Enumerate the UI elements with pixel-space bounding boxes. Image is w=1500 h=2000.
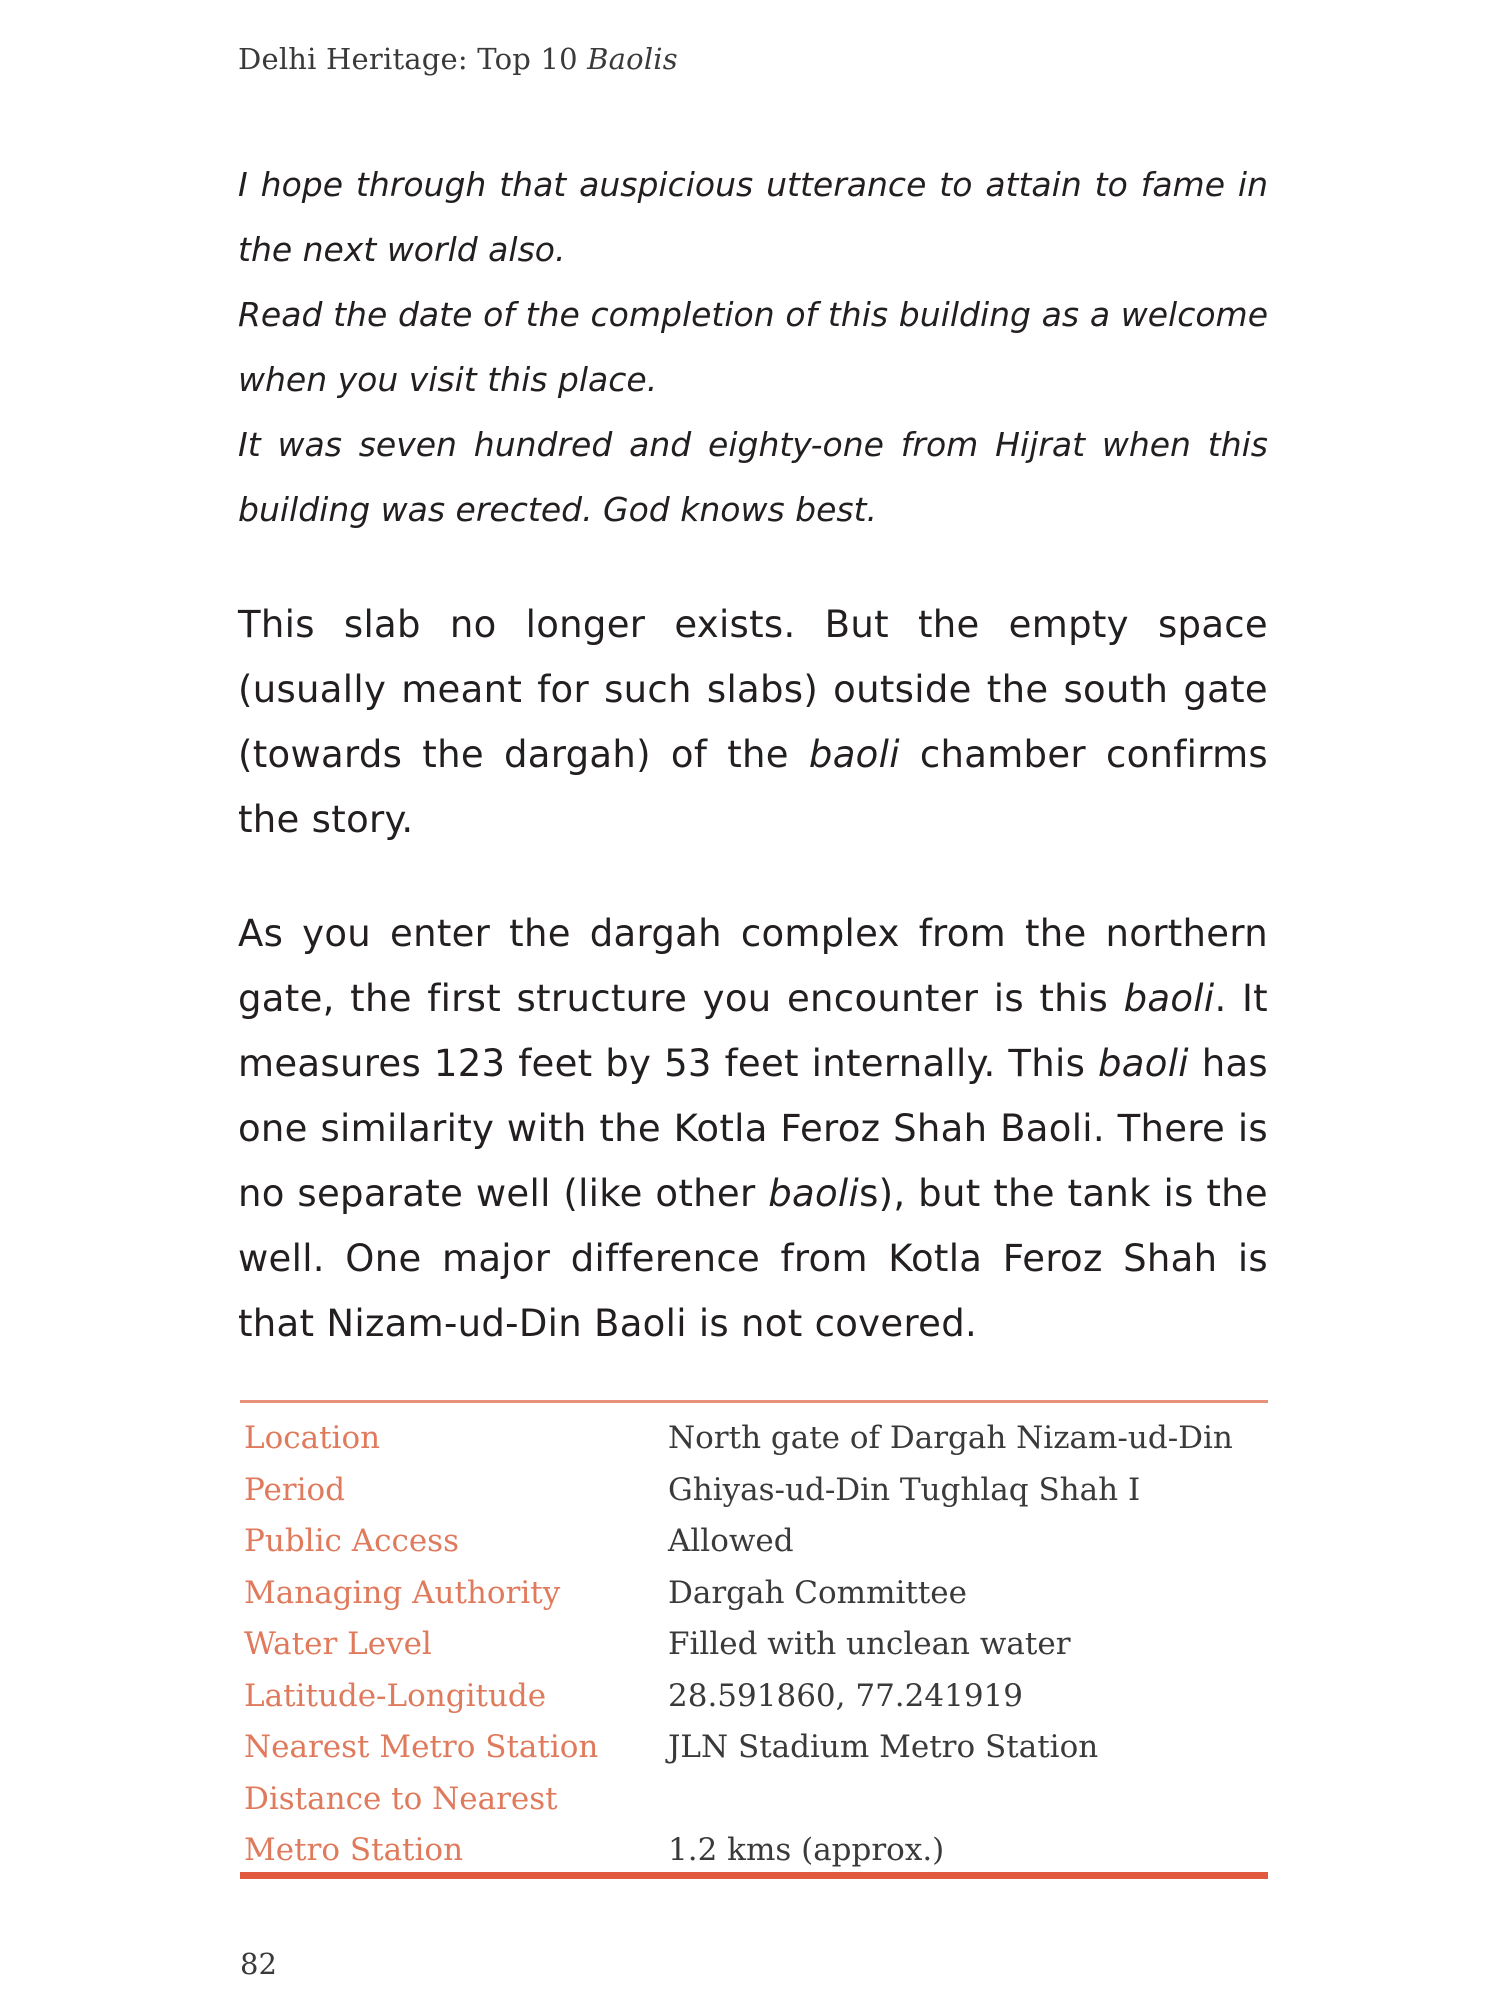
inscription-verse <box>238 152 1268 542</box>
facts-top-rule <box>240 1400 1268 1403</box>
fact-value: 28.591860, 77.241919 <box>668 1677 1023 1714</box>
fact-label: Location <box>244 1420 381 1456</box>
fact-row-water-level <box>244 1619 1268 1671</box>
italic-term: baoli <box>768 1172 860 1215</box>
text-run: has one similarity with the Kotla Feroz Shah Baoli. There is no separate well (like other <box>238 1042 1268 1215</box>
running-head-italic: Baolis <box>587 42 678 76</box>
page-number: 82 <box>240 1947 277 1981</box>
facts-table <box>244 1413 1268 1877</box>
text-run: chamber confirms the story. <box>238 733 1268 841</box>
text-run: s), but the tank is the well. One major difference from Kotla Feroz Shah is that Nizam-ud-Din Baoli is not covered. <box>238 1172 1268 1345</box>
body-paragraph-slab <box>238 592 1268 852</box>
fact-label: Period <box>244 1471 346 1508</box>
body-paragraph-description <box>238 901 1268 1356</box>
italic-term: baoli <box>1123 977 1215 1020</box>
verse-line: It was seven hundred and eighty-one from Hijrat when this building was erected. God knows best. <box>238 425 1268 529</box>
fact-value: North gate of Dargah Nizam-ud-Din <box>668 1420 1233 1456</box>
running-head-text: Delhi Heritage: Top 10 <box>238 42 588 76</box>
fact-value: Dargah Committee <box>668 1574 967 1611</box>
text-run: As you enter the dargah complex from the northern gate, the first structure you encounter is this <box>238 912 1268 1020</box>
fact-label: Public Access <box>244 1523 459 1559</box>
fact-row-lat-long <box>244 1671 1268 1723</box>
fact-row-period <box>244 1465 1268 1517</box>
italic-term: baoli <box>808 733 900 776</box>
fact-row-distance <box>244 1825 1268 1877</box>
fact-value: Filled with unclean water <box>668 1626 1071 1662</box>
running-head <box>238 42 678 76</box>
fact-row-location <box>244 1413 1268 1465</box>
fact-label: Metro Station <box>244 1832 464 1868</box>
fact-row-public-access <box>244 1516 1268 1568</box>
fact-label: Distance to Nearest <box>244 1780 558 1817</box>
fact-row-distance-label <box>244 1774 1268 1826</box>
fact-value: Allowed <box>668 1523 794 1559</box>
text-run: This slab no longer exists. But the empty space (usually meant for such slabs) outside the south gate (towards the dargah) of the <box>238 603 1268 776</box>
fact-label: Nearest Metro Station <box>244 1729 599 1765</box>
fact-row-managing-authority <box>244 1568 1268 1620</box>
fact-label: Managing Authority <box>244 1574 561 1611</box>
fact-value: JLN Stadium Metro Station <box>668 1729 1099 1765</box>
fact-label: Water Level <box>244 1626 432 1662</box>
fact-value: Ghiyas-ud-Din Tughlaq Shah I <box>668 1471 1141 1508</box>
facts-bottom-rule <box>240 1872 1268 1879</box>
fact-label: Latitude-Longitude <box>244 1677 547 1714</box>
verse-line: I hope through that auspicious utterance to attain to fame in the next world also. <box>238 165 1268 269</box>
italic-term: baoli <box>1098 1042 1189 1085</box>
fact-row-nearest-metro <box>244 1722 1268 1774</box>
text-run: . It measures 123 feet by 53 feet internally. This <box>238 977 1268 1085</box>
fact-value: 1.2 kms (approx.) <box>668 1832 945 1868</box>
verse-line: Read the date of the completion of this building as a welcome when you visit this place. <box>238 295 1268 399</box>
